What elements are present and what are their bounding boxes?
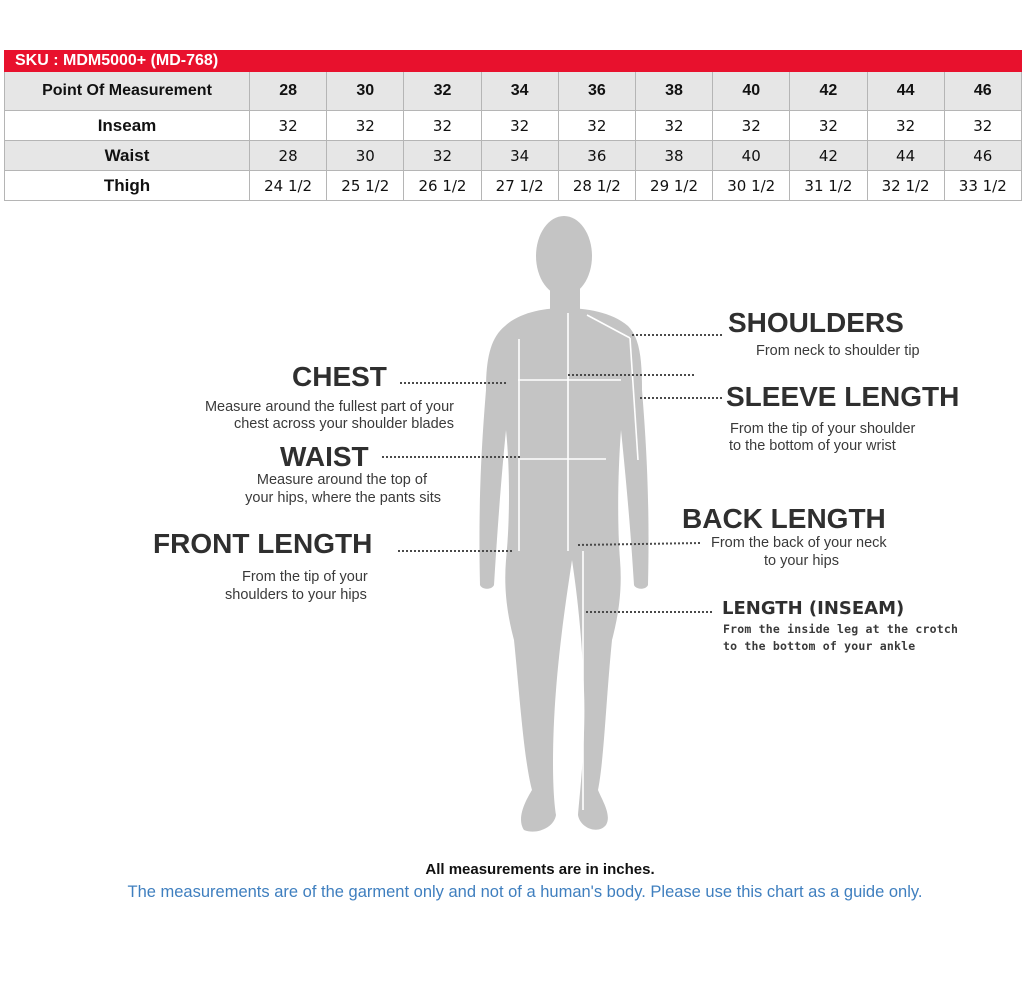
- table-cell: 31 1/2: [790, 171, 867, 201]
- row-label: Inseam: [5, 111, 250, 141]
- size-chart-table: [4, 50, 1022, 201]
- table-cell: 32: [713, 111, 790, 141]
- table-cell: 32: [944, 111, 1021, 141]
- back-length-title: BACK LENGTH: [682, 503, 886, 534]
- size-header-cell: 28: [250, 72, 327, 111]
- table-row-inseam: [5, 111, 1022, 141]
- table-cell: 24 1/2: [250, 171, 327, 201]
- shoulders-title: SHOULDERS: [728, 307, 904, 338]
- table-cell: 32: [867, 111, 944, 141]
- front-length-desc-line1: From the tip of your: [242, 569, 368, 585]
- table-cell: 28: [250, 141, 327, 171]
- size-header-cell: 30: [327, 72, 404, 111]
- sku-label: SKU : MDM5000+ (MD-768): [5, 51, 1022, 72]
- table-cell: 32: [558, 111, 635, 141]
- shoulders-desc: From neck to shoulder tip: [756, 343, 920, 359]
- table-cell: 32: [250, 111, 327, 141]
- size-header-cell: 42: [790, 72, 867, 111]
- chest-desc-line1: Measure around the fullest part of your: [204, 399, 454, 415]
- table-cell: 28 1/2: [558, 171, 635, 201]
- table-cell: 27 1/2: [481, 171, 558, 201]
- table-row-thigh: [5, 171, 1022, 201]
- table-cell: 36: [558, 141, 635, 171]
- sku-row: [5, 51, 1022, 72]
- size-header-cell: 40: [713, 72, 790, 111]
- size-header-cell: 34: [481, 72, 558, 111]
- inseam-desc-line2: to the bottom of your ankle: [723, 639, 916, 653]
- waist-title: WAIST: [280, 441, 369, 472]
- table-cell: 32: [635, 111, 712, 141]
- table-cell: 34: [481, 141, 558, 171]
- sleeve-length-desc-line1: From the tip of your shoulder: [730, 421, 916, 437]
- row-label: Waist: [5, 141, 250, 171]
- row-label: Thigh: [5, 171, 250, 201]
- back-length-desc-line1: From the back of your neck: [711, 535, 887, 551]
- size-header-cell: 44: [867, 72, 944, 111]
- table-cell: 38: [635, 141, 712, 171]
- table-cell: 30 1/2: [713, 171, 790, 201]
- waist-desc-line1: Measure around the top of: [256, 472, 427, 488]
- units-note: All measurements are in inches.: [425, 861, 655, 878]
- sleeve-length-title: SLEEVE LENGTH: [726, 381, 960, 412]
- size-header-cell: 36: [558, 72, 635, 111]
- table-row-waist: [5, 141, 1022, 171]
- disclaimer-note: The measurements are of the garment only and not of a human's body. Please use this chart as a guide only.: [127, 883, 923, 901]
- table-cell: 32: [404, 141, 481, 171]
- table-cell: 32 1/2: [867, 171, 944, 201]
- table-cell: 42: [790, 141, 867, 171]
- table-cell: 32: [327, 111, 404, 141]
- inseam-desc-line1: From the inside leg at the crotch: [723, 622, 959, 636]
- size-header-row: [5, 72, 1022, 111]
- body-silhouette: [479, 216, 648, 832]
- chest-title: CHEST: [292, 361, 387, 392]
- table-cell: 25 1/2: [327, 171, 404, 201]
- table-cell: 32: [481, 111, 558, 141]
- inseam-title: LENGTH (INSEAM): [722, 598, 905, 619]
- front-length-desc-line2: shoulders to your hips: [225, 587, 367, 603]
- front-length-title: FRONT LENGTH: [153, 528, 373, 559]
- table-cell: 32: [790, 111, 867, 141]
- table-cell: 46: [944, 141, 1021, 171]
- point-of-measurement-header: Point Of Measurement: [5, 72, 250, 111]
- size-header-cell: 46: [944, 72, 1021, 111]
- measurement-diagram: [0, 210, 1024, 850]
- size-header-cell: 38: [635, 72, 712, 111]
- back-length-desc-line2: to your hips: [764, 553, 839, 569]
- chest-desc-line2: chest across your shoulder blades: [233, 416, 454, 432]
- table-cell: 30: [327, 141, 404, 171]
- table-cell: 32: [404, 111, 481, 141]
- table-cell: 29 1/2: [635, 171, 712, 201]
- sleeve-length-desc-line2: to the bottom of your wrist: [729, 438, 896, 454]
- size-header-cell: 32: [404, 72, 481, 111]
- table-cell: 44: [867, 141, 944, 171]
- waist-desc-line2: your hips, where the pants sits: [245, 490, 441, 506]
- table-cell: 33 1/2: [944, 171, 1021, 201]
- table-cell: 40: [713, 141, 790, 171]
- table-cell: 26 1/2: [404, 171, 481, 201]
